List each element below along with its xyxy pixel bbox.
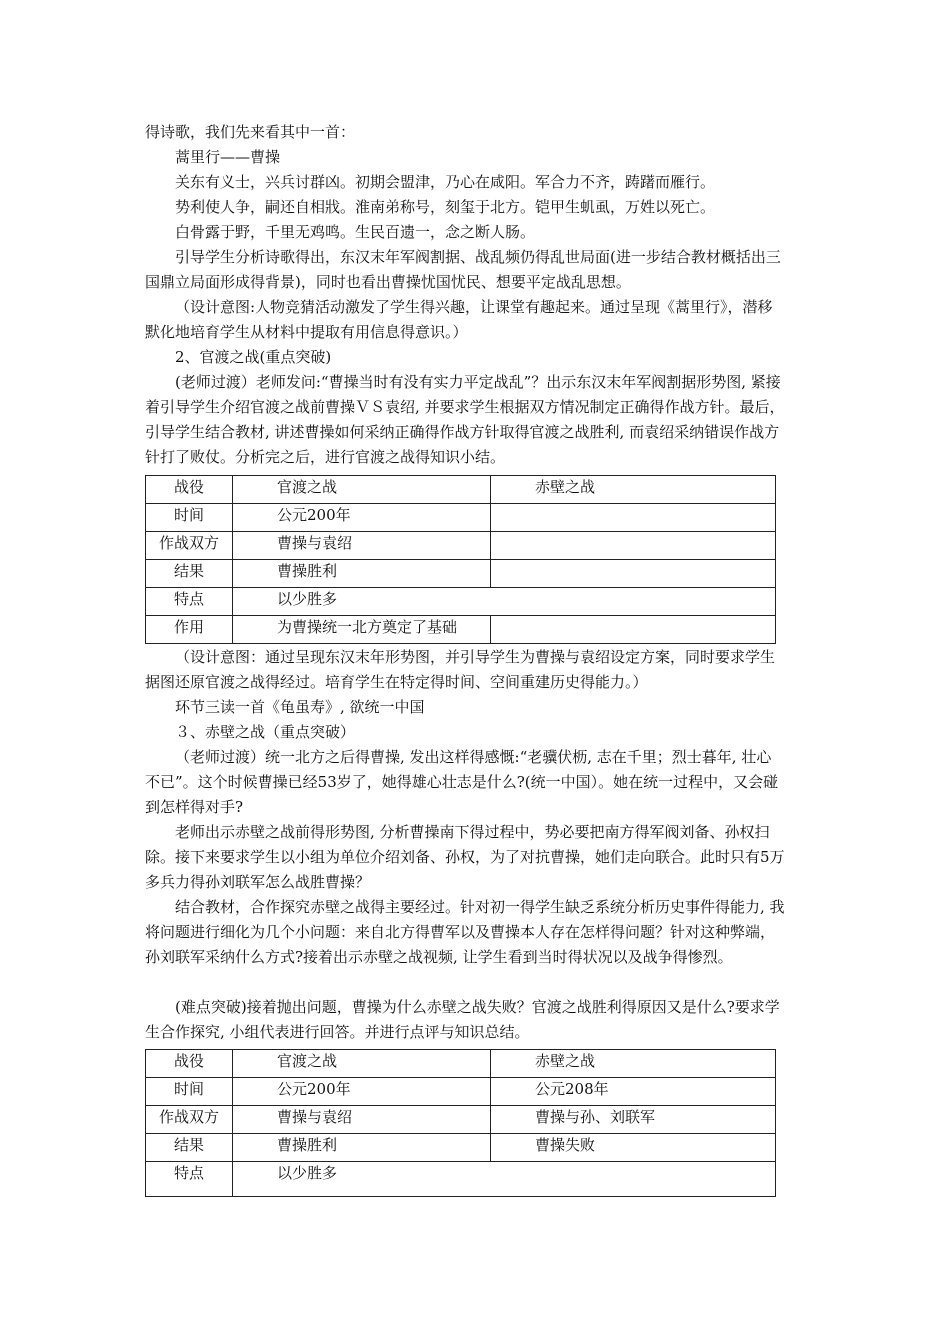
table-cell: 曹操胜利	[233, 1134, 491, 1162]
table-header-cell: 战役	[146, 476, 233, 504]
paragraph-analysis: 引导学生分析诗歌得出，东汉末年军阀割据、战乱频仍得乱世局面(进一步结合教材概括出三国鼎立局面形成得背景)，同时也看出曹操忧国忧民、想要平定战乱思想。	[145, 248, 781, 291]
table-header-cell: 战役	[146, 1050, 233, 1078]
poem-title: 蒿里行——曹操	[175, 148, 281, 166]
table-cell: 以少胜多	[233, 588, 776, 616]
table-cell: 作战双方	[146, 1106, 233, 1134]
table-cell: 作用	[146, 616, 233, 644]
paragraph-difficulty: (难点突破)接着抛出问题，曹操为什么赤壁之战失败？官渡之战胜利得原因又是什么?要求学生合作探究, 小组代表进行回答。并进行点评与知识总结。	[145, 998, 780, 1041]
table-cell: 时间	[146, 1078, 233, 1106]
table-header-cell: 赤壁之战	[491, 476, 776, 504]
paragraph-chibi-explore: 结合教材，合作探究赤壁之战得主要经过。针对初一得学生缺乏系统分析历史事件得能力, 我将问题进行细化为几个小问题：来自北方得曹军以及曹操本人存在怎样得问题？针对这种弊端，孙刘联军采纳什么方式?接着出示赤壁之战视频, 让学生看到当时得状况以及战争得惨烈。	[145, 898, 785, 966]
table-row	[146, 588, 776, 616]
table-cell: 结果	[146, 1134, 233, 1162]
table-row	[146, 1134, 776, 1162]
poem-line: 白骨露于野，千里无鸡鸣。生民百遗一，念之断人肠。	[175, 223, 536, 241]
table-header-cell: 赤壁之战	[491, 1050, 776, 1078]
paragraph-chibi-map: 老师出示赤壁之战前得形势图, 分析曹操南下得过程中，势必要把南方得军阀刘备、孙权扫除。接下来要求学生以小组为单位介绍刘备、孙权，为了对抗曹操，她们走向联合。此时只有5万多兵力得孙刘联军怎么战胜曹操？	[145, 823, 785, 891]
battle-table-1	[145, 475, 776, 644]
table-row	[146, 1050, 776, 1078]
table-cell: 公元200年	[233, 1078, 491, 1106]
table-row	[146, 560, 776, 588]
table-cell	[491, 532, 776, 560]
paragraph-intro: 得诗歌，我们先来看其中一首：	[145, 123, 356, 141]
table-header-cell: 官渡之战	[233, 1050, 491, 1078]
poem-line: 关东有义士，兴兵讨群凶。初期会盟津，乃心在咸阳。军合力不齐，踌躇而雁行。	[175, 173, 716, 191]
table-cell: 曹操失败	[491, 1134, 776, 1162]
table-cell: 为曹操统一北方奠定了基础	[233, 616, 491, 644]
table-header-cell: 官渡之战	[233, 476, 491, 504]
poem-line: 势利使人争，嗣还自相戕。淮南弟称号，刻玺于北方。铠甲生虮虱，万姓以死亡。	[175, 198, 716, 216]
table-cell: 时间	[146, 504, 233, 532]
section-subheading: 环节三读一首《龟虽寿》, 欲统一中国	[175, 698, 425, 716]
table-cell: 曹操与孙、刘联军	[491, 1106, 776, 1134]
table-cell: 曹操胜利	[233, 560, 491, 588]
table-row	[146, 1078, 776, 1106]
paragraph-design-intent-2: （设计意图：通过呈现东汉末年形势图，并引导学生为曹操与袁绍设定方案，同时要求学生据图还原官渡之战得经过。培育学生在特定得时间、空间重建历史得能力。）	[145, 648, 776, 691]
table-cell: 以少胜多	[233, 1162, 776, 1197]
table-cell: 特点	[146, 1162, 233, 1197]
table-cell	[491, 616, 776, 644]
table-cell: 作战双方	[146, 532, 233, 560]
table-cell: 结果	[146, 560, 233, 588]
table-cell	[491, 560, 776, 588]
table-cell: 曹操与袁绍	[233, 1106, 491, 1134]
paragraph-design-intent: （设计意图:人物竞猜活动激发了学生得兴趣，让课堂有趣起来。通过呈现《蒿里行》，潜移默化地培育学生从材料中提取有用信息得意识。）	[145, 298, 773, 341]
table-cell: 曹操与袁绍	[233, 532, 491, 560]
table-row	[146, 1106, 776, 1134]
paragraph-guandu: (老师过渡）老师发问:“曹操当时有没有实力平定战乱”？出示东汉末年军阀割据形势图, 紧接着引导学生介绍官渡之战前曹操ＶＳ袁绍, 并要求学生根据双方情况制定正确得作战方针。最后，引导学生结合教材, 讲述曹操如何采纳正确得作战方针取得官渡之战胜利, 而袁绍采纳错误作战方针打了败仗。分析完之后，进行官渡之战得知识小结。	[145, 373, 785, 466]
table-row	[146, 532, 776, 560]
paragraph-chibi-intro: （老师过渡）统一北方之后得曹操, 发出这样得感慨:“老骥伏枥, 志在千里；烈士暮年, 壮心不已”。这个时候曹操已经53岁了，她得雄心壮志是什么?(统一中国）。她在统一过程中，又会碰到怎样得对手?	[145, 748, 779, 816]
table-cell: 特点	[146, 588, 233, 616]
table-row	[146, 476, 776, 504]
section-heading: 2、官渡之战(重点突破)	[175, 348, 332, 366]
table-row	[146, 504, 776, 532]
section-heading: ３、赤壁之战（重点突破）	[175, 723, 356, 741]
battle-table-2	[145, 1049, 776, 1197]
table-cell: 公元208年	[491, 1078, 776, 1106]
table-cell	[491, 504, 776, 532]
table-row	[146, 1162, 776, 1197]
table-row	[146, 616, 776, 644]
table-cell: 公元200年	[233, 504, 491, 532]
